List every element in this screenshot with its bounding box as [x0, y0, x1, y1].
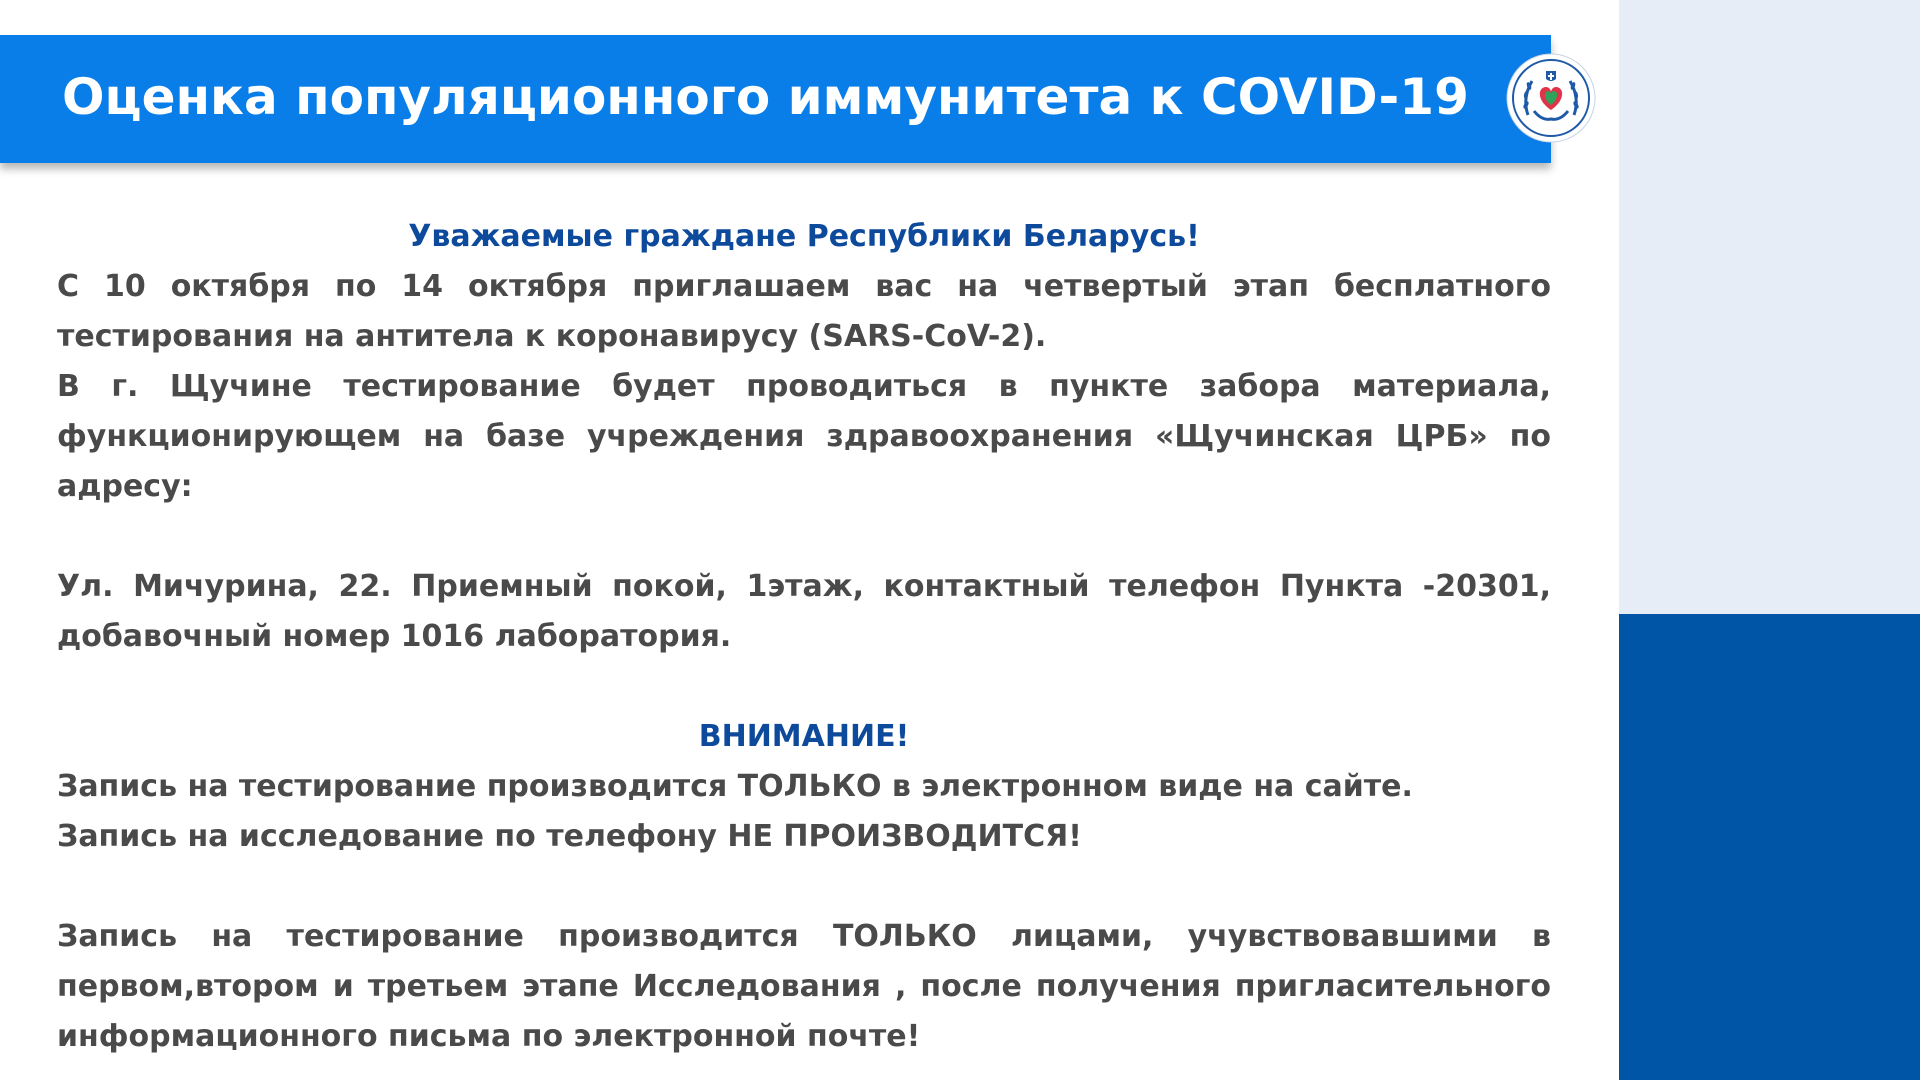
side-panel-light	[1619, 0, 1920, 614]
registration-phone-text: Запись на исследование по телефону НЕ ПРОИЗВОДИТСЯ!	[57, 819, 1082, 854]
side-panel-dark	[1619, 614, 1920, 1080]
health-ministry-emblem-icon	[1506, 53, 1596, 143]
spacer	[57, 662, 1551, 712]
page-title: Оценка популяционного иммунитета к COVID-19	[62, 68, 1469, 126]
title-bar	[0, 35, 1551, 163]
location-intro-text: В г. Щучине тестирование будет проводиться в пункте забора материала, функционирующем на базе учреждения здравоохранения «Щучинская ЦРБ» по адресу:	[57, 369, 1551, 504]
eligibility-text: Запись на тестирование производится ТОЛЬКО лицами, учувствовавшими в первом,втором и третьем этапе Исследования , после получения пригласительного информационного письма по электронной почте!	[57, 919, 1551, 1054]
announcement-body	[57, 212, 1551, 1062]
spacer	[57, 512, 1551, 562]
spacer	[57, 862, 1551, 912]
greeting-heading: Уважаемые граждане Республики Беларусь!	[408, 219, 1200, 254]
registration-online-text: Запись на тестирование производится ТОЛЬКО в электронном виде на сайте.	[57, 769, 1413, 804]
invitation-text: С 10 октября по 14 октября приглашаем вас на четвертый этап бесплатного тестирования на антитела к коронавирусу (SARS-CoV-2).	[57, 269, 1551, 354]
address-text: Ул. Мичурина, 22. Приемный покой, 1этаж, контактный телефон Пункта -20301, добавочный номер 1016 лаборатория.	[57, 569, 1551, 654]
attention-heading: ВНИМАНИЕ!	[698, 719, 910, 754]
